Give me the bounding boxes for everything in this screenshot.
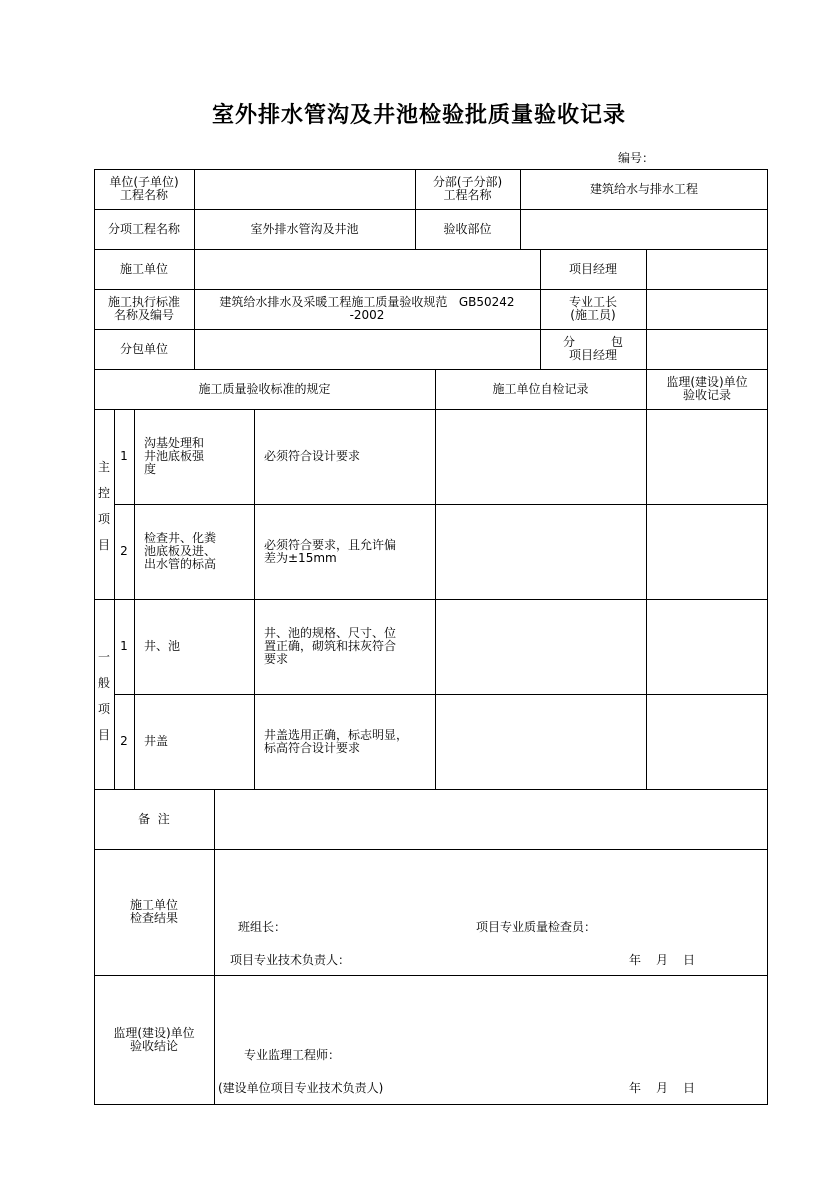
standard-value[interactable]	[194, 289, 540, 329]
remarks-value[interactable]	[214, 789, 768, 849]
subitem-value[interactable]: 室外排水管沟及井池	[250, 221, 359, 236]
item-name: 检查井、化粪 池底板及进、 出水管的标高	[144, 531, 217, 571]
item-requirement: 必须符合要求，且允许偏 差为±15mm	[264, 537, 397, 565]
item-number: 1	[120, 639, 128, 653]
division-value[interactable]: 建筑给水与排水工程	[589, 181, 698, 196]
quality-inspector-label: 项目专业质量检查员：	[476, 920, 597, 934]
contractor-result-area[interactable]	[214, 849, 768, 975]
supervision-cell[interactable]	[646, 694, 768, 789]
team-leader-label: 班组长：	[238, 920, 287, 934]
item-number: 2	[120, 544, 128, 558]
sub-project-manager-label: 分 包 项目经理	[563, 335, 623, 362]
self-check-cell[interactable]	[435, 694, 646, 789]
unit-project-label: 单位(子单位) 工程名称	[109, 175, 179, 202]
self-check-cell[interactable]	[435, 504, 646, 599]
item-name: 沟基处理和 井池底板强 度	[144, 436, 205, 476]
foreman-label: 专业工长 (施工员)	[568, 295, 617, 322]
self-check-column-header: 施工单位自检记录	[492, 381, 589, 396]
supervision-cell[interactable]	[646, 409, 768, 504]
supervision-conclusion-area[interactable]	[214, 975, 768, 1105]
supervision-cell[interactable]	[646, 599, 768, 694]
date-month-label: 月	[656, 953, 669, 967]
subcontractor-value[interactable]	[194, 329, 540, 369]
supervision-cell[interactable]	[646, 504, 768, 599]
subcontractor-label: 分包单位	[119, 341, 168, 356]
tech-leader-label: 项目专业技术负责人：	[230, 953, 351, 967]
date-year-label: 年	[629, 953, 642, 967]
supervision-conclusion-label: 监理(建设)单位 验收结论	[113, 1026, 195, 1053]
item-name: 井盖	[144, 734, 169, 748]
date-day-label: 日	[683, 1081, 696, 1095]
standard-column-header: 施工质量验收标准的规定	[198, 381, 331, 396]
item-number: 2	[120, 734, 128, 748]
contractor-label: 施工单位	[119, 261, 168, 276]
acceptance-part-label: 验收部位	[443, 221, 492, 236]
project-manager-label: 项目经理	[568, 261, 617, 276]
remarks-label: 备 注	[138, 811, 170, 826]
sub-project-manager-value[interactable]	[646, 329, 768, 369]
doc-number-label: 编号：	[618, 151, 655, 165]
date-day-label: 日	[683, 953, 696, 967]
item-requirement: 必须符合设计要求	[264, 449, 361, 463]
contractor-result-label: 施工单位 检查结果	[129, 898, 178, 925]
division-label: 分部(子分部) 工程名称	[432, 175, 503, 202]
acceptance-part-value[interactable]	[520, 209, 768, 249]
subitem-label: 分项工程名称	[107, 221, 180, 236]
standard-value-line2: -2002	[349, 308, 385, 322]
contractor-value[interactable]	[194, 249, 540, 289]
supervision-engineer-label: 专业监理工程师：	[244, 1048, 341, 1062]
item-number: 1	[120, 449, 128, 463]
supervision-column-header: 监理(建设)单位 验收记录	[666, 375, 748, 402]
owner-representative-label: (建设单位项目专业技术负责人)	[218, 1081, 384, 1095]
foreman-value[interactable]	[646, 289, 768, 329]
self-check-cell[interactable]	[435, 599, 646, 694]
project-manager-value[interactable]	[646, 249, 768, 289]
unit-project-value[interactable]	[194, 169, 415, 209]
item-name: 井、池	[144, 639, 181, 653]
self-check-cell[interactable]	[435, 409, 646, 504]
item-requirement: 井、池的规格、尺寸、位 置正确，砌筑和抹灰符合 要求	[264, 626, 397, 666]
date-month-label: 月	[656, 1081, 669, 1095]
date-year-label: 年	[629, 1081, 642, 1095]
standard-label: 施工执行标准 名称及编号	[107, 295, 180, 322]
page-title: 室外排水管沟及井池检验批质量验收记录	[211, 103, 626, 128]
standard-value-line1: 建筑给水排水及采暖工程施工质量验收规范 GB50242	[219, 295, 515, 309]
item-requirement: 井盖选用正确，标志明显， 标高符合设计要求	[264, 727, 409, 755]
